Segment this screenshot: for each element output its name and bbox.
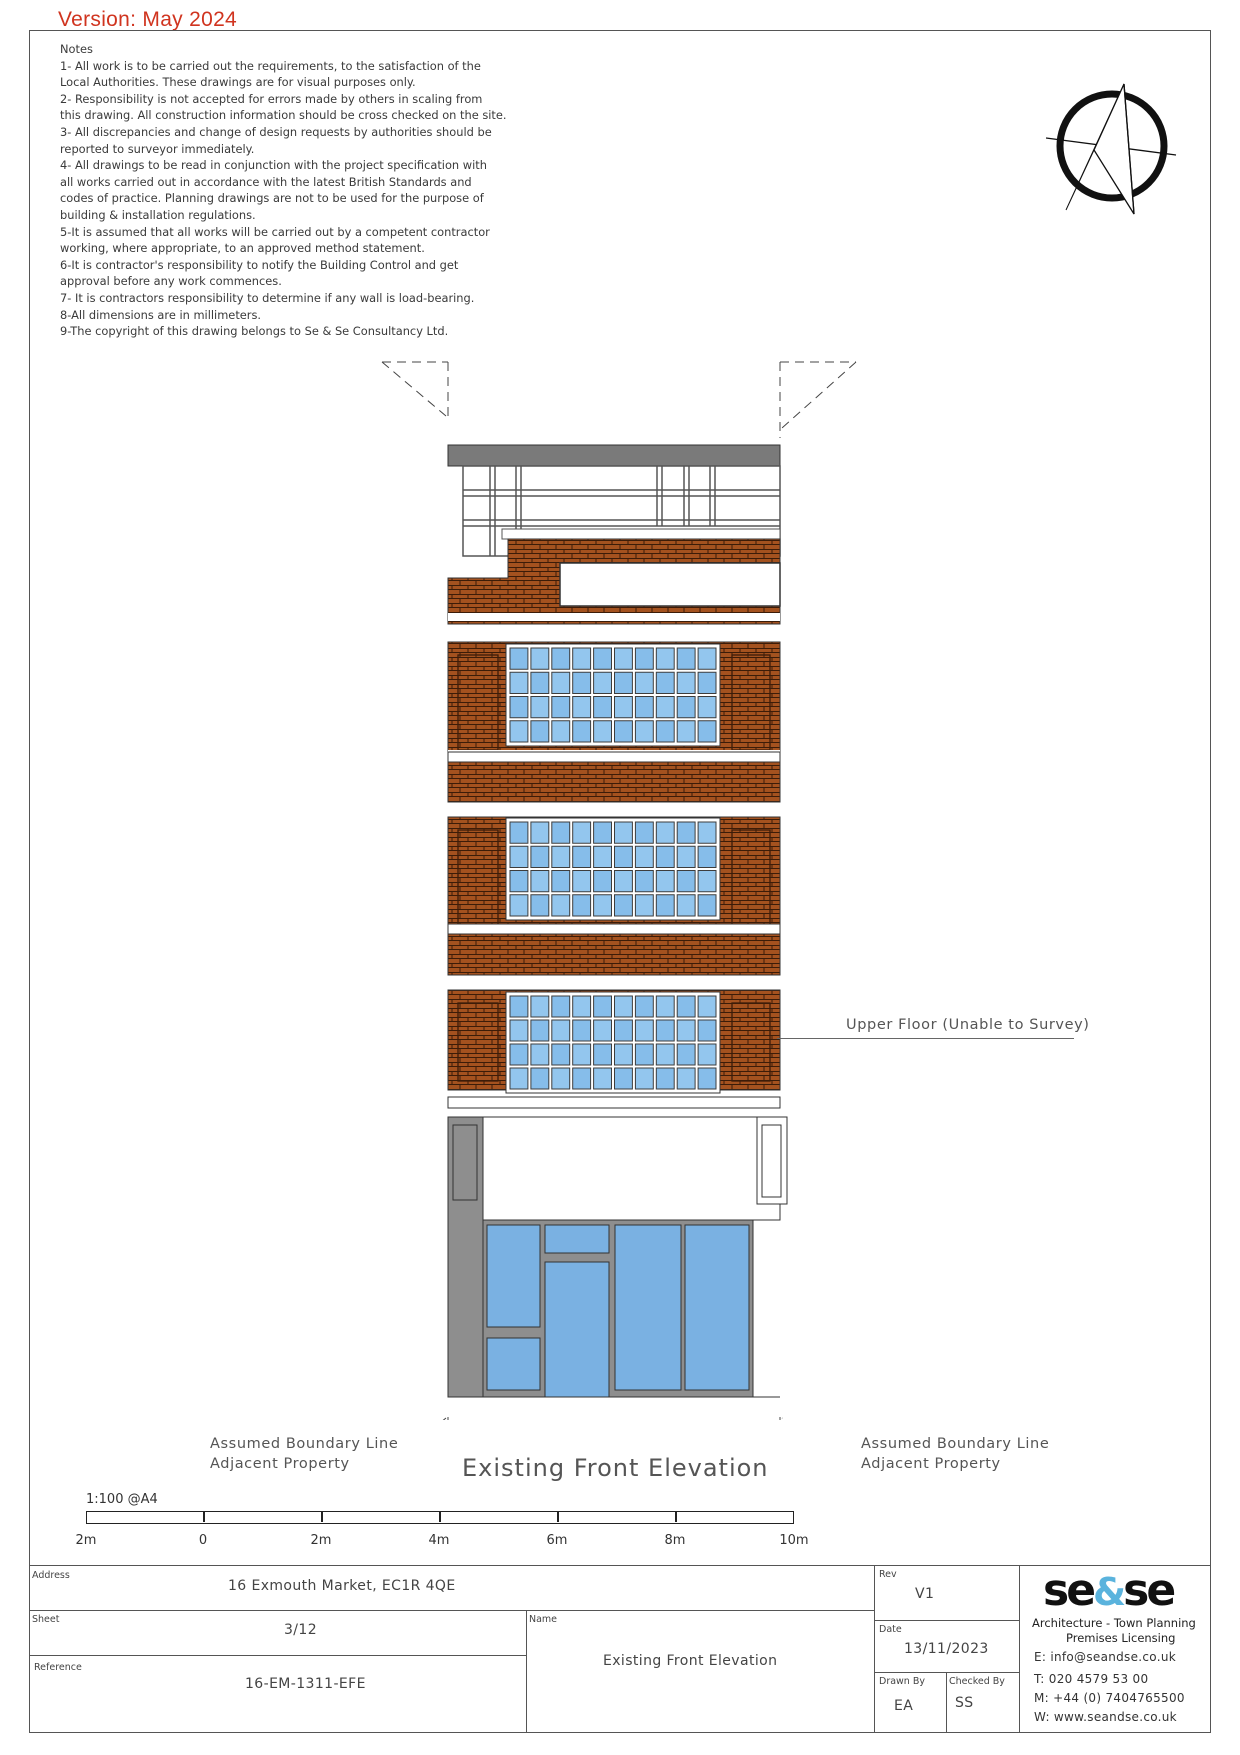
version-label: Version: May 2024 (58, 8, 238, 31)
company-tagline-2: Premises Licensing (1066, 1631, 1176, 1645)
window-pane (531, 846, 549, 867)
window-pane (698, 648, 716, 669)
window-pane (656, 721, 674, 742)
window-pane (552, 871, 570, 892)
window-pane (573, 996, 591, 1017)
window-pane (531, 1020, 549, 1041)
note-line: 1- All work is to be carried out the requirements, to the satisfaction of the (60, 58, 481, 73)
window-pane (656, 648, 674, 669)
window-pane (698, 846, 716, 867)
window-pane (531, 996, 549, 1017)
note-line: Local Authorities. These drawings are for visual purposes only. (60, 75, 416, 90)
boundary-label-right-2: Adjacent Property (861, 1456, 1001, 1472)
window-pane (677, 1020, 695, 1041)
window-pane (677, 996, 695, 1017)
window-pane (552, 648, 570, 669)
window-pane (531, 871, 549, 892)
window-floor1 (506, 992, 720, 1093)
window-pane (552, 895, 570, 916)
north-arrow-icon (1046, 80, 1182, 220)
window-pane (531, 648, 549, 669)
window-pane (594, 697, 612, 718)
scale-label: 8m (664, 1533, 686, 1548)
window-pane (677, 871, 695, 892)
window-pane (531, 822, 549, 843)
note-line: 5-It is assumed that all works will be carried out by a competent contractor (60, 224, 490, 239)
window-pane (698, 1068, 716, 1089)
window-pane (656, 895, 674, 916)
window-pane (615, 846, 633, 867)
window-pane (615, 721, 633, 742)
window-pane (552, 1020, 570, 1041)
window-pane (635, 895, 653, 916)
name-label: Name (529, 1614, 558, 1625)
window-pane (594, 996, 612, 1017)
company-tagline: Architecture - Town Planning (1032, 1616, 1196, 1630)
window-pane (635, 648, 653, 669)
address-value: 16 Exmouth Market, EC1R 4QE (228, 1578, 456, 1594)
note-line: 4- All drawings to be read in conjunction with the project specification with (60, 158, 487, 173)
window-pane (635, 846, 653, 867)
note-line: codes of practice. Planning drawings are not to be used for the purpose of (60, 191, 484, 206)
window-pane (635, 1068, 653, 1089)
window-pane (510, 996, 528, 1017)
scale-label: 2m (75, 1533, 97, 1548)
window-pane (635, 996, 653, 1017)
note-line: 7- It is contractors responsibility to determine if any wall is load-bearing. (60, 290, 475, 305)
window-pane (615, 822, 633, 843)
roof-parapet (448, 445, 780, 466)
address-label: Address (32, 1570, 70, 1581)
window-pane (552, 822, 570, 843)
window-pane (635, 721, 653, 742)
window-pane (677, 846, 695, 867)
date-label: Date (879, 1624, 902, 1635)
date-value: 13/11/2023 (904, 1641, 989, 1657)
logo-ampersand: & (1093, 1570, 1124, 1614)
company-phone[interactable]: T: 020 4579 53 00 (1034, 1672, 1149, 1686)
scale-label: 2m (310, 1533, 332, 1548)
window-pane (635, 697, 653, 718)
scale-label: 10m (779, 1533, 809, 1548)
company-logo (1043, 1565, 1174, 1616)
rev-value: V1 (915, 1586, 935, 1602)
window-pane (531, 697, 549, 718)
sheet-label: Sheet (32, 1614, 60, 1625)
window-pane (510, 648, 528, 669)
note-line: approval before any work commences. (60, 274, 282, 289)
window-pane (510, 1044, 528, 1065)
scale-tick (557, 1512, 559, 1522)
window-pane (594, 895, 612, 916)
window-pane (531, 895, 549, 916)
scale-caption: 1:100 @A4 (86, 1492, 158, 1507)
notes-heading: Notes (60, 42, 93, 56)
window-pane (531, 1068, 549, 1089)
window-pane (552, 1068, 570, 1089)
window-pane (698, 721, 716, 742)
note-line: all works carried out in accordance with the latest British Standards and (60, 174, 472, 189)
upper-floor-label: Upper Floor (Unable to Survey) (846, 1017, 1090, 1033)
window-pane (677, 822, 695, 843)
window-pane (615, 697, 633, 718)
checked-by-label: Checked By (949, 1676, 1005, 1687)
rev-label: Rev (879, 1569, 897, 1580)
logo-text-left: se (1043, 1565, 1094, 1616)
notes-block (60, 41, 580, 340)
window-pane (656, 697, 674, 718)
window-pane (531, 1044, 549, 1065)
boundary-label-left-1: Assumed Boundary Line (210, 1436, 399, 1452)
window-pane (573, 697, 591, 718)
window-pane (552, 996, 570, 1017)
window-pane (594, 846, 612, 867)
window-pane (573, 895, 591, 916)
window-pane (594, 1044, 612, 1065)
window-pane (552, 672, 570, 693)
window-pane (615, 1068, 633, 1089)
fascia-signboard (483, 1117, 780, 1220)
window-pane (635, 822, 653, 843)
note-line: 9-The copyright of this drawing belongs to Se & Se Consultancy Ltd. (60, 324, 449, 339)
company-website[interactable]: W: www.seandse.co.uk (1034, 1710, 1177, 1724)
window-pane (552, 1044, 570, 1065)
window-pane (635, 1020, 653, 1041)
window-pane (552, 721, 570, 742)
window-pane (510, 822, 528, 843)
window-pane (615, 1020, 633, 1041)
window-pane (594, 1020, 612, 1041)
scale-label: 4m (428, 1533, 450, 1548)
window-pane (656, 996, 674, 1017)
logo-text-right: se (1123, 1565, 1174, 1616)
window-pane (635, 672, 653, 693)
note-line: 3- All discrepancies and change of design requests by authorities should be (60, 124, 492, 139)
window-pane (677, 648, 695, 669)
window-pane (594, 648, 612, 669)
window-pane (698, 822, 716, 843)
window-pane (615, 895, 633, 916)
window-pane (656, 1068, 674, 1089)
window-pane (510, 871, 528, 892)
window-pane (594, 822, 612, 843)
window-pane (573, 1044, 591, 1065)
note-line: this drawing. All construction information should be cross checked on the site. (60, 108, 507, 123)
window-pane (698, 672, 716, 693)
window-pane (510, 846, 528, 867)
window-pane (677, 721, 695, 742)
drawn-by-label: Drawn By (879, 1676, 925, 1687)
window-pane (635, 871, 653, 892)
window-pane (677, 895, 695, 916)
top-white-panel (560, 563, 780, 606)
window-pane (615, 648, 633, 669)
scale-tick (203, 1512, 205, 1522)
window-pane (615, 871, 633, 892)
note-line: building & installation regulations. (60, 207, 256, 222)
window-pane (698, 1044, 716, 1065)
window-pane (656, 822, 674, 843)
note-line: reported to surveyor immediately. (60, 141, 255, 156)
window-pane (594, 1068, 612, 1089)
boundary-label-right-1: Assumed Boundary Line (861, 1436, 1050, 1452)
window-pane (510, 672, 528, 693)
window-pane (656, 871, 674, 892)
scale-label: 6m (546, 1533, 568, 1548)
window-floor3 (506, 644, 720, 746)
window-pane (615, 1044, 633, 1065)
window-pane (573, 1068, 591, 1089)
reference-label: Reference (34, 1662, 82, 1673)
window-pane (615, 996, 633, 1017)
scale-bar (86, 1511, 794, 1524)
window-pane (510, 895, 528, 916)
scale-tick (675, 1512, 677, 1522)
window-pane (698, 895, 716, 916)
window-pane (510, 697, 528, 718)
window-pane (698, 871, 716, 892)
window-pane (656, 846, 674, 867)
window-pane (594, 721, 612, 742)
window-pane (552, 697, 570, 718)
window-pane (656, 672, 674, 693)
window-pane (573, 648, 591, 669)
window-pane (615, 672, 633, 693)
scale-tick (321, 1512, 323, 1522)
window-pane (698, 697, 716, 718)
boundary-label-left-2: Adjacent Property (210, 1456, 350, 1472)
sheet-value: 3/12 (284, 1622, 318, 1638)
window-pane (552, 846, 570, 867)
window-pane (594, 871, 612, 892)
company-email[interactable]: E: info@seandse.co.uk (1034, 1650, 1177, 1664)
note-line: 2- Responsibility is not accepted for errors made by others in scaling from (60, 91, 483, 106)
company-mobile[interactable]: M: +44 (0) 7404765500 (1034, 1691, 1185, 1705)
window-pane (510, 721, 528, 742)
window-pane (573, 1020, 591, 1041)
name-value: Existing Front Elevation (603, 1653, 778, 1669)
scale-label: 0 (198, 1533, 208, 1548)
note-line: 8-All dimensions are in millimeters. (60, 307, 262, 322)
note-line: working, where appropriate, to an approved method statement. (60, 241, 425, 256)
checked-by-value: SS (955, 1695, 974, 1711)
window-pane (656, 1044, 674, 1065)
window-pane (698, 996, 716, 1017)
note-line: 6-It is contractor's responsibility to notify the Building Control and get (60, 257, 459, 272)
window-floor2 (506, 818, 720, 920)
window-pane (656, 1020, 674, 1041)
leader-line (777, 1038, 1074, 1039)
scale-tick (439, 1512, 441, 1522)
window-pane (677, 1068, 695, 1089)
window-pane (510, 1020, 528, 1041)
drawn-by-value: EA (894, 1698, 914, 1714)
window-pane (573, 672, 591, 693)
window-pane (677, 1044, 695, 1065)
window-pane (594, 672, 612, 693)
window-pane (531, 672, 549, 693)
window-pane (677, 697, 695, 718)
window-pane (573, 721, 591, 742)
window-pane (510, 1068, 528, 1089)
window-pane (635, 1044, 653, 1065)
window-pane (573, 822, 591, 843)
drawing-title: Existing Front Elevation (462, 1454, 769, 1482)
window-pane (698, 1020, 716, 1041)
window-pane (573, 871, 591, 892)
reference-value: 16-EM-1311-EFE (245, 1676, 366, 1692)
window-pane (677, 672, 695, 693)
window-pane (573, 846, 591, 867)
window-pane (531, 721, 549, 742)
